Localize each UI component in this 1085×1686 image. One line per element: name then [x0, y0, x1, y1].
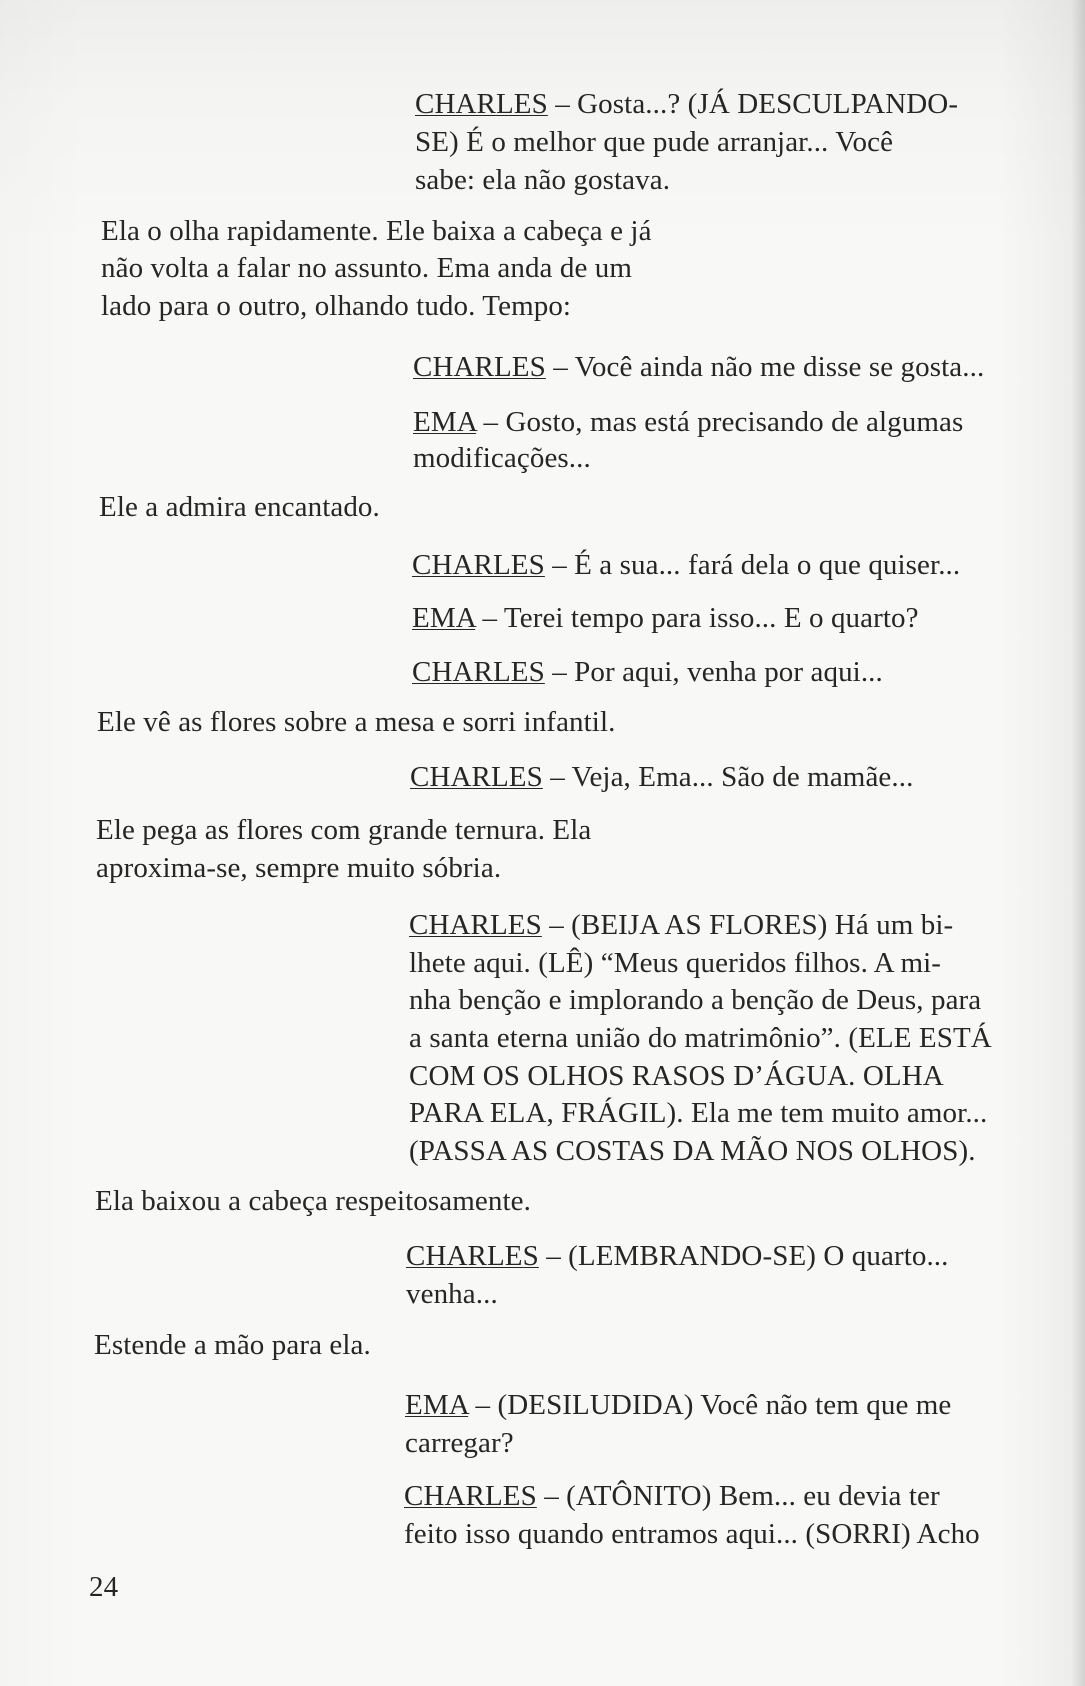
speaker-name: EMA — [405, 1389, 469, 1421]
stage-direction — [96, 850, 501, 887]
dialogue-text: carregar? — [405, 1427, 514, 1459]
dialogue-text: sabe: ela não gostava. — [415, 164, 671, 196]
dialogue-line — [409, 1058, 944, 1095]
stage-direction-text: lado para o outro, olhando tudo. Tempo: — [101, 290, 572, 322]
speaker-name: EMA — [413, 406, 477, 438]
stage-direction-text: não volta a falar no assunto. Ema anda de um — [101, 252, 633, 284]
speaker-name: CHARLES — [409, 909, 542, 941]
stage-direction — [94, 1327, 371, 1364]
speaker-name: EMA — [412, 602, 476, 634]
stage-direction-text: Ele vê as flores sobre a mesa e sorri infantil. — [97, 706, 616, 738]
dialogue-text: – É a sua... fará dela o que quiser... — [544, 549, 961, 581]
stage-direction-text: Ele a admira encantado. — [99, 491, 380, 523]
dialogue-line — [415, 86, 958, 123]
dialogue-text: – (ATÔNITO) Bem... eu devia ter — [536, 1480, 940, 1512]
stage-direction — [97, 704, 615, 741]
dialogue-text: COM OS OLHOS RASOS D’ÁGUA. OLHA — [409, 1060, 944, 1092]
dialogue-line — [415, 124, 893, 161]
dialogue-line — [409, 907, 953, 944]
dialogue-line — [409, 982, 981, 1019]
stage-direction-text: Estende a mão para ela. — [94, 1329, 371, 1361]
speaker-name: CHARLES — [415, 88, 548, 120]
dialogue-text: venha... — [406, 1278, 498, 1310]
dialogue-text: – Veja, Ema... São de mamãe... — [542, 761, 914, 793]
dialogue-text: lhete aqui. (LÊ) “Meus queridos filhos. A mi- — [409, 947, 942, 979]
dialogue-line — [413, 349, 984, 386]
dialogue-text: SE) É o melhor que pude arranjar... Você — [415, 126, 894, 158]
dialogue-line — [412, 600, 919, 637]
dialogue-line — [405, 1425, 514, 1462]
dialogue-text: – (BEIJA AS FLORES) Há um bi- — [541, 909, 954, 941]
stage-direction-text: Ela o olha rapidamente. Ele baixa a cabeça e já — [101, 215, 652, 247]
dialogue-line — [413, 404, 963, 441]
stage-direction — [95, 1183, 531, 1220]
dialogue-line — [404, 1516, 980, 1553]
speaker-name: CHARLES — [412, 656, 545, 688]
dialogue-line — [410, 759, 913, 796]
speaker-name: CHARLES — [406, 1240, 539, 1272]
dialogue-line — [409, 945, 941, 982]
dialogue-line — [406, 1276, 498, 1313]
dialogue-line — [412, 654, 883, 691]
dialogue-line — [415, 162, 670, 199]
dialogue-line — [412, 547, 960, 584]
speaker-name: CHARLES — [404, 1480, 537, 1512]
dialogue-line — [409, 1133, 976, 1170]
stage-direction — [101, 250, 632, 287]
page-edge-shadow — [1071, 0, 1085, 1686]
dialogue-line — [409, 1095, 987, 1132]
stage-direction — [96, 812, 591, 849]
dialogue-text: – Por aqui, venha por aqui... — [544, 656, 883, 688]
dialogue-text: modificações... — [413, 442, 591, 474]
dialogue-line — [406, 1238, 949, 1275]
dialogue-text: feito isso quando entramos aqui... (SORRI) Acho — [404, 1518, 980, 1550]
speaker-name: CHARLES — [413, 351, 546, 383]
stage-direction — [101, 288, 571, 325]
page-number: 24 — [89, 1571, 119, 1603]
dialogue-text: – (LEMBRANDO-SE) O quarto... — [538, 1240, 949, 1272]
dialogue-text: (PASSA AS COSTAS DA MÃO NOS OLHOS). — [409, 1135, 976, 1167]
dialogue-line — [404, 1478, 940, 1515]
dialogue-line — [405, 1387, 951, 1424]
stage-direction-text: Ela baixou a cabeça respeitosamente. — [95, 1185, 531, 1217]
stage-direction — [99, 489, 380, 526]
dialogue-text: – Você ainda não me disse se gosta... — [545, 351, 985, 383]
dialogue-text: – Gosto, mas está precisando de algumas — [476, 406, 964, 438]
dialogue-text: PARA ELA, FRÁGIL). Ela me tem muito amor... — [409, 1097, 988, 1129]
speaker-name: CHARLES — [410, 761, 543, 793]
dialogue-text: – (DESILUDIDA) Você não tem que me — [468, 1389, 952, 1421]
dialogue-text: nha benção e implorando a benção de Deus, para — [409, 984, 982, 1016]
stage-direction-text: aproxima-se, sempre muito sóbria. — [96, 852, 502, 884]
dialogue-line — [413, 440, 591, 477]
stage-direction — [101, 213, 652, 250]
dialogue-text: – Gosta...? (JÁ DESCULPANDO- — [547, 88, 959, 120]
dialogue-text: a santa eterna união do matrimônio”. (ELE ESTÁ — [409, 1022, 992, 1054]
speaker-name: CHARLES — [412, 549, 545, 581]
stage-direction-text: Ele pega as flores com grande ternura. Ela — [96, 814, 592, 846]
dialogue-text: – Terei tempo para isso... E o quarto? — [475, 602, 919, 634]
dialogue-line — [409, 1020, 992, 1057]
